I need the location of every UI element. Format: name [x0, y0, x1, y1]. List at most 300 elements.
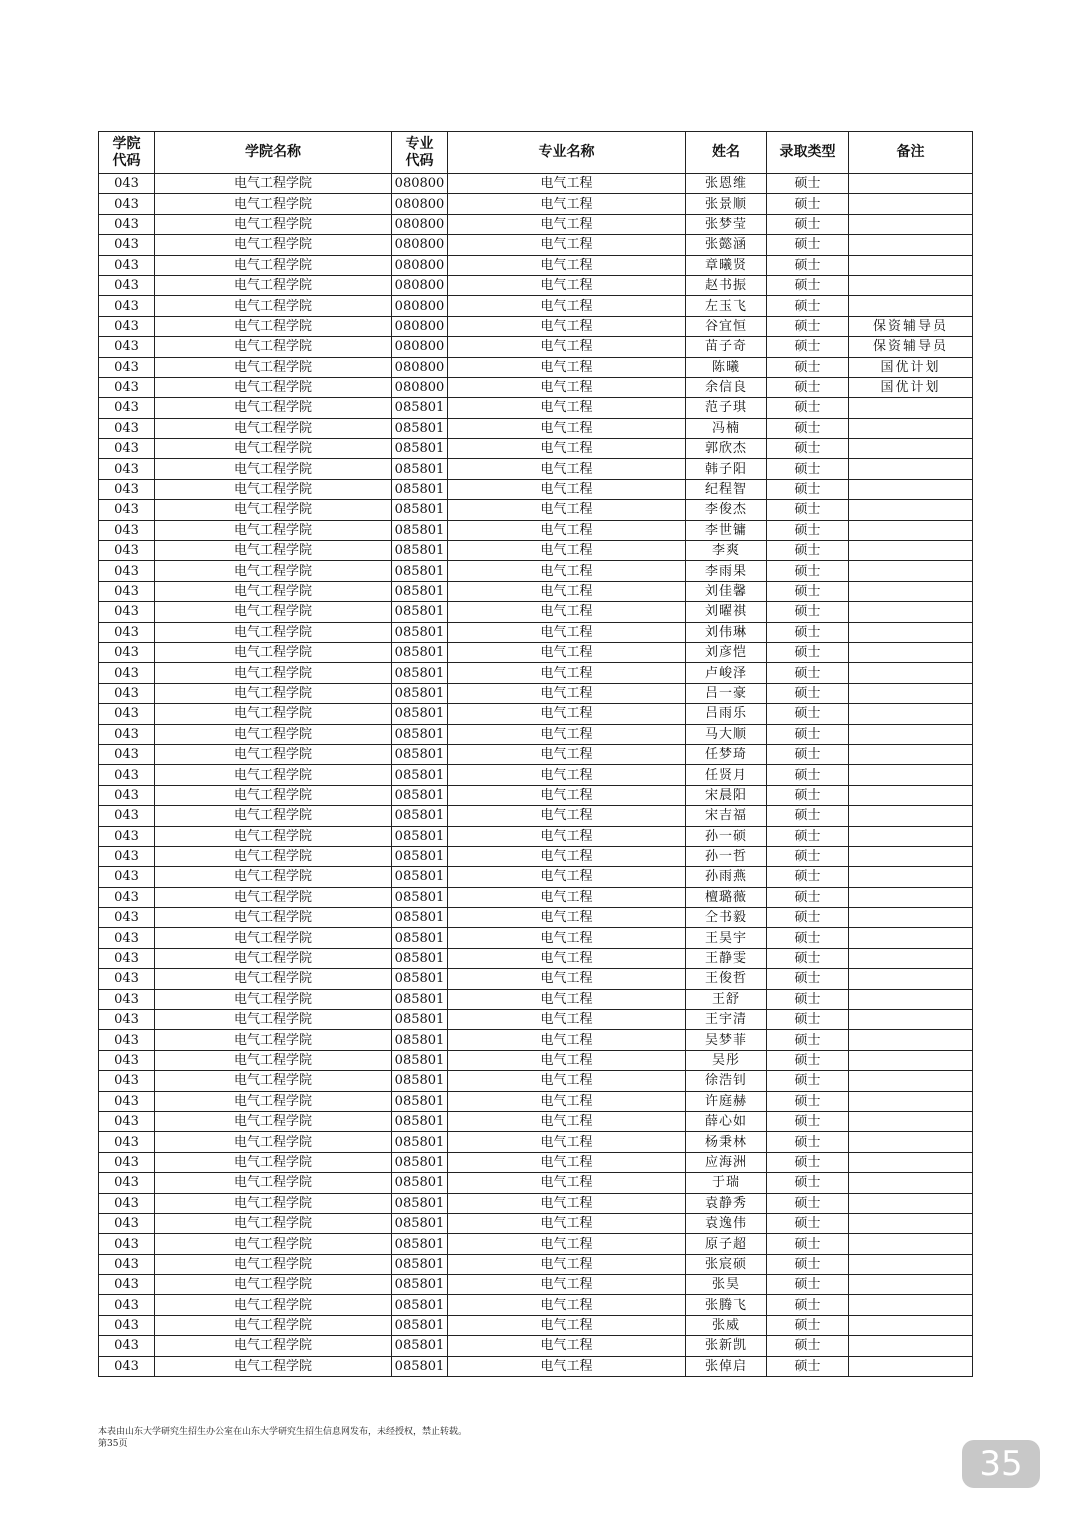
cell-college-name: 电气工程学院 [155, 296, 392, 316]
cell-major-name: 电气工程 [448, 1030, 686, 1050]
cell-admission-type: 硕士 [767, 1336, 849, 1356]
cell-college-name: 电气工程学院 [155, 704, 392, 724]
table-row [99, 602, 973, 622]
cell-name: 冯楠 [686, 418, 767, 438]
table-row [99, 1091, 973, 1111]
table-row [99, 255, 973, 275]
header-major-name: 专业名称 [448, 132, 686, 174]
cell-major-name: 电气工程 [448, 785, 686, 805]
table-body [99, 174, 973, 1377]
cell-college-code: 043 [99, 275, 155, 295]
cell-name: 李爽 [686, 541, 767, 561]
cell-college-name: 电气工程学院 [155, 928, 392, 948]
cell-admission-type: 硕士 [767, 1234, 849, 1254]
table-row [99, 948, 973, 968]
cell-name: 李俊杰 [686, 500, 767, 520]
table-row [99, 296, 973, 316]
cell-college-code: 043 [99, 1030, 155, 1050]
cell-note [849, 1111, 973, 1131]
cell-college-code: 043 [99, 663, 155, 683]
cell-major-code: 085801 [392, 1356, 448, 1376]
cell-college-code: 043 [99, 887, 155, 907]
cell-major-name: 电气工程 [448, 418, 686, 438]
cell-major-name: 电气工程 [448, 214, 686, 234]
cell-name: 张梦莹 [686, 214, 767, 234]
table-row [99, 235, 973, 255]
cell-note [849, 500, 973, 520]
cell-college-name: 电气工程学院 [155, 1213, 392, 1233]
cell-college-code: 043 [99, 806, 155, 826]
table-row [99, 744, 973, 764]
cell-college-code: 043 [99, 1010, 155, 1030]
cell-college-name: 电气工程学院 [155, 398, 392, 418]
cell-major-code: 085801 [392, 459, 448, 479]
cell-college-code: 043 [99, 704, 155, 724]
cell-admission-type: 硕士 [767, 194, 849, 214]
cell-note [849, 1336, 973, 1356]
cell-major-name: 电气工程 [448, 989, 686, 1009]
cell-name: 刘彦恺 [686, 642, 767, 662]
table-row [99, 418, 973, 438]
table-row [99, 1152, 973, 1172]
cell-major-name: 电气工程 [448, 255, 686, 275]
table-row [99, 826, 973, 846]
table-row [99, 1275, 973, 1295]
cell-major-code: 085801 [392, 1173, 448, 1193]
table-row [99, 642, 973, 662]
table-row [99, 785, 973, 805]
cell-admission-type: 硕士 [767, 683, 849, 703]
cell-admission-type: 硕士 [767, 520, 849, 540]
cell-major-code: 085801 [392, 602, 448, 622]
cell-note [849, 846, 973, 866]
cell-admission-type: 硕士 [767, 724, 849, 744]
cell-major-code: 085801 [392, 1152, 448, 1172]
cell-name: 张恩维 [686, 174, 767, 194]
cell-college-code: 043 [99, 908, 155, 928]
cell-name: 孙一硕 [686, 826, 767, 846]
cell-admission-type: 硕士 [767, 1132, 849, 1152]
cell-name: 余信良 [686, 377, 767, 397]
cell-college-code: 043 [99, 1315, 155, 1335]
cell-major-code: 085801 [392, 744, 448, 764]
cell-note [849, 479, 973, 499]
cell-admission-type: 硕士 [767, 704, 849, 724]
table-row [99, 663, 973, 683]
cell-name: 吕雨乐 [686, 704, 767, 724]
cell-college-code: 043 [99, 479, 155, 499]
cell-college-code: 043 [99, 744, 155, 764]
table-row [99, 174, 973, 194]
table-row [99, 316, 973, 336]
cell-admission-type: 硕士 [767, 602, 849, 622]
cell-note [849, 1010, 973, 1030]
cell-name: 李雨果 [686, 561, 767, 581]
cell-note [849, 174, 973, 194]
cell-admission-type: 硕士 [767, 418, 849, 438]
cell-major-code: 080800 [392, 357, 448, 377]
cell-admission-type: 硕士 [767, 846, 849, 866]
cell-name: 原子超 [686, 1234, 767, 1254]
cell-major-code: 085801 [392, 479, 448, 499]
cell-college-name: 电气工程学院 [155, 867, 392, 887]
cell-note [849, 622, 973, 642]
cell-note [849, 663, 973, 683]
cell-college-code: 043 [99, 826, 155, 846]
cell-admission-type: 硕士 [767, 785, 849, 805]
table-row [99, 194, 973, 214]
cell-admission-type: 硕士 [767, 989, 849, 1009]
table-row [99, 275, 973, 295]
cell-college-code: 043 [99, 1295, 155, 1315]
cell-college-code: 043 [99, 337, 155, 357]
cell-major-code: 085801 [392, 663, 448, 683]
cell-admission-type: 硕士 [767, 439, 849, 459]
cell-major-code: 085801 [392, 1336, 448, 1356]
cell-major-code: 085801 [392, 948, 448, 968]
cell-note [849, 826, 973, 846]
cell-note [849, 459, 973, 479]
cell-admission-type: 硕士 [767, 1071, 849, 1091]
cell-major-code: 080800 [392, 316, 448, 336]
cell-admission-type: 硕士 [767, 1254, 849, 1274]
cell-name: 刘伟琳 [686, 622, 767, 642]
cell-name: 张懿涵 [686, 235, 767, 255]
cell-major-name: 电气工程 [448, 1132, 686, 1152]
cell-college-code: 043 [99, 602, 155, 622]
header-admission-type: 录取类型 [767, 132, 849, 174]
cell-college-name: 电气工程学院 [155, 683, 392, 703]
cell-note [849, 704, 973, 724]
cell-major-name: 电气工程 [448, 1356, 686, 1376]
cell-major-name: 电气工程 [448, 479, 686, 499]
cell-name: 纪程智 [686, 479, 767, 499]
cell-admission-type: 硕士 [767, 235, 849, 255]
table-row [99, 1356, 973, 1376]
cell-name: 杨秉林 [686, 1132, 767, 1152]
cell-major-code: 085801 [392, 398, 448, 418]
footer-notice: 本表由山东大学研究生招生办公室在山东大学研究生招生信息网发布，未经授权，禁止转载。 [98, 1427, 468, 1437]
cell-note [849, 541, 973, 561]
cell-major-code: 080800 [392, 174, 448, 194]
cell-college-code: 043 [99, 316, 155, 336]
cell-name: 王静雯 [686, 948, 767, 968]
cell-major-name: 电气工程 [448, 969, 686, 989]
table-row [99, 1315, 973, 1335]
cell-note: 国优计划 [849, 357, 973, 377]
cell-major-name: 电气工程 [448, 1071, 686, 1091]
cell-college-code: 043 [99, 1071, 155, 1091]
cell-admission-type: 硕士 [767, 1111, 849, 1131]
cell-admission-type: 硕士 [767, 928, 849, 948]
cell-name: 薛心如 [686, 1111, 767, 1131]
cell-name: 李世镛 [686, 520, 767, 540]
table-row [99, 908, 973, 928]
cell-note [849, 255, 973, 275]
cell-major-code: 080800 [392, 296, 448, 316]
table-row [99, 1050, 973, 1070]
cell-major-code: 085801 [392, 439, 448, 459]
table-row [99, 581, 973, 601]
cell-major-code: 085801 [392, 969, 448, 989]
cell-major-code: 085801 [392, 683, 448, 703]
cell-college-name: 电气工程学院 [155, 1315, 392, 1335]
cell-admission-type: 硕士 [767, 642, 849, 662]
cell-major-code: 085801 [392, 1295, 448, 1315]
cell-college-name: 电气工程学院 [155, 541, 392, 561]
cell-major-name: 电气工程 [448, 275, 686, 295]
cell-name: 徐浩钊 [686, 1071, 767, 1091]
cell-major-name: 电气工程 [448, 704, 686, 724]
cell-major-name: 电气工程 [448, 867, 686, 887]
cell-major-code: 085801 [392, 724, 448, 744]
cell-note [849, 867, 973, 887]
cell-college-code: 043 [99, 1132, 155, 1152]
cell-college-name: 电气工程学院 [155, 887, 392, 907]
cell-major-code: 085801 [392, 1050, 448, 1070]
cell-note [849, 418, 973, 438]
cell-name: 卢峻泽 [686, 663, 767, 683]
cell-note [849, 1295, 973, 1315]
cell-college-name: 电气工程学院 [155, 1275, 392, 1295]
cell-major-name: 电气工程 [448, 663, 686, 683]
cell-college-name: 电气工程学院 [155, 194, 392, 214]
cell-admission-type: 硕士 [767, 1173, 849, 1193]
cell-note [849, 439, 973, 459]
table-row [99, 724, 973, 744]
cell-major-name: 电气工程 [448, 520, 686, 540]
cell-major-code: 085801 [392, 418, 448, 438]
table-row [99, 846, 973, 866]
cell-college-code: 043 [99, 1213, 155, 1233]
cell-admission-type: 硕士 [767, 316, 849, 336]
cell-major-code: 085801 [392, 1275, 448, 1295]
cell-major-code: 085801 [392, 1091, 448, 1111]
table-row [99, 1132, 973, 1152]
cell-college-name: 电气工程学院 [155, 948, 392, 968]
cell-major-code: 085801 [392, 1234, 448, 1254]
cell-college-code: 043 [99, 683, 155, 703]
cell-major-name: 电气工程 [448, 1152, 686, 1172]
cell-college-code: 043 [99, 174, 155, 194]
cell-college-name: 电气工程学院 [155, 1111, 392, 1131]
cell-college-name: 电气工程学院 [155, 642, 392, 662]
cell-admission-type: 硕士 [767, 806, 849, 826]
cell-major-code: 085801 [392, 826, 448, 846]
table-row [99, 1173, 973, 1193]
cell-college-name: 电气工程学院 [155, 1295, 392, 1315]
page-footer [98, 1426, 467, 1450]
cell-note [849, 1071, 973, 1091]
cell-major-name: 电气工程 [448, 765, 686, 785]
cell-name: 孙雨燕 [686, 867, 767, 887]
cell-note [849, 1132, 973, 1152]
cell-college-name: 电气工程学院 [155, 663, 392, 683]
table-row [99, 969, 973, 989]
cell-college-name: 电气工程学院 [155, 357, 392, 377]
table-row [99, 1234, 973, 1254]
cell-note [849, 1173, 973, 1193]
cell-name: 袁逸伟 [686, 1213, 767, 1233]
table-row [99, 1193, 973, 1213]
cell-college-name: 电气工程学院 [155, 520, 392, 540]
admission-table [98, 131, 973, 1377]
cell-major-name: 电气工程 [448, 1010, 686, 1030]
cell-major-name: 电气工程 [448, 928, 686, 948]
cell-name: 仝书毅 [686, 908, 767, 928]
cell-admission-type: 硕士 [767, 1213, 849, 1233]
cell-college-code: 043 [99, 500, 155, 520]
cell-college-name: 电气工程学院 [155, 826, 392, 846]
cell-college-code: 043 [99, 214, 155, 234]
cell-college-code: 043 [99, 1050, 155, 1070]
header-name: 姓名 [686, 132, 767, 174]
cell-name: 郭欣杰 [686, 439, 767, 459]
cell-college-name: 电气工程学院 [155, 1152, 392, 1172]
cell-name: 宋吉福 [686, 806, 767, 826]
cell-name: 张腾飞 [686, 1295, 767, 1315]
table-row [99, 989, 973, 1009]
cell-major-code: 085801 [392, 989, 448, 1009]
cell-college-code: 043 [99, 928, 155, 948]
cell-college-name: 电气工程学院 [155, 806, 392, 826]
cell-major-code: 085801 [392, 908, 448, 928]
cell-name: 张威 [686, 1315, 767, 1335]
table-row [99, 622, 973, 642]
cell-major-name: 电气工程 [448, 642, 686, 662]
header-note: 备注 [849, 132, 973, 174]
cell-note [849, 1234, 973, 1254]
cell-name: 谷宜恒 [686, 316, 767, 336]
cell-admission-type: 硕士 [767, 663, 849, 683]
cell-note [849, 1315, 973, 1335]
cell-note [849, 744, 973, 764]
cell-college-name: 电气工程学院 [155, 459, 392, 479]
footer-page-label: 第35页 [98, 1439, 128, 1449]
table-row [99, 214, 973, 234]
cell-note [849, 1213, 973, 1233]
cell-admission-type: 硕士 [767, 1275, 849, 1295]
cell-college-name: 电气工程学院 [155, 255, 392, 275]
cell-college-code: 043 [99, 1152, 155, 1172]
cell-major-code: 085801 [392, 622, 448, 642]
table-row [99, 683, 973, 703]
cell-college-code: 043 [99, 969, 155, 989]
cell-college-name: 电气工程学院 [155, 785, 392, 805]
cell-college-name: 电气工程学院 [155, 1356, 392, 1376]
cell-college-code: 043 [99, 561, 155, 581]
cell-note [849, 1050, 973, 1070]
table-row [99, 765, 973, 785]
cell-name: 王昊宇 [686, 928, 767, 948]
cell-note [849, 602, 973, 622]
cell-major-code: 085801 [392, 785, 448, 805]
cell-college-name: 电气工程学院 [155, 908, 392, 928]
table-row [99, 928, 973, 948]
table-row [99, 1336, 973, 1356]
cell-name: 檀璐薇 [686, 887, 767, 907]
cell-college-code: 043 [99, 1173, 155, 1193]
cell-admission-type: 硕士 [767, 296, 849, 316]
cell-admission-type: 硕士 [767, 826, 849, 846]
cell-college-code: 043 [99, 439, 155, 459]
cell-admission-type: 硕士 [767, 275, 849, 295]
cell-note [849, 724, 973, 744]
cell-major-name: 电气工程 [448, 194, 686, 214]
cell-note [849, 806, 973, 826]
cell-name: 张倬启 [686, 1356, 767, 1376]
cell-major-code: 085801 [392, 1254, 448, 1274]
cell-major-code: 080800 [392, 377, 448, 397]
cell-note: 国优计划 [849, 377, 973, 397]
cell-major-code: 080800 [392, 214, 448, 234]
cell-admission-type: 硕士 [767, 948, 849, 968]
cell-major-code: 085801 [392, 1213, 448, 1233]
cell-name: 赵书振 [686, 275, 767, 295]
header-college-name: 学院名称 [155, 132, 392, 174]
cell-admission-type: 硕士 [767, 1315, 849, 1335]
cell-major-name: 电气工程 [448, 806, 686, 826]
cell-name: 王宇清 [686, 1010, 767, 1030]
cell-admission-type: 硕士 [767, 1030, 849, 1050]
cell-admission-type: 硕士 [767, 867, 849, 887]
cell-note [849, 214, 973, 234]
cell-college-name: 电气工程学院 [155, 744, 392, 764]
cell-major-name: 电气工程 [448, 908, 686, 928]
cell-major-code: 085801 [392, 1193, 448, 1213]
cell-note [849, 561, 973, 581]
cell-college-code: 043 [99, 1254, 155, 1274]
cell-note [849, 1275, 973, 1295]
cell-college-code: 043 [99, 1356, 155, 1376]
cell-note [849, 928, 973, 948]
cell-college-code: 043 [99, 255, 155, 275]
cell-name: 许庭赫 [686, 1091, 767, 1111]
cell-admission-type: 硕士 [767, 1356, 849, 1376]
cell-college-code: 043 [99, 948, 155, 968]
cell-college-name: 电气工程学院 [155, 275, 392, 295]
cell-college-name: 电气工程学院 [155, 622, 392, 642]
cell-major-name: 电气工程 [448, 1315, 686, 1335]
cell-note [849, 1030, 973, 1050]
cell-name: 刘曜祺 [686, 602, 767, 622]
cell-major-name: 电气工程 [448, 235, 686, 255]
cell-college-code: 043 [99, 867, 155, 887]
cell-major-name: 电气工程 [448, 1193, 686, 1213]
cell-college-name: 电气工程学院 [155, 846, 392, 866]
cell-college-code: 043 [99, 541, 155, 561]
cell-major-code: 080800 [392, 255, 448, 275]
cell-college-name: 电气工程学院 [155, 377, 392, 397]
cell-major-code: 080800 [392, 194, 448, 214]
cell-college-name: 电气工程学院 [155, 1010, 392, 1030]
cell-note [849, 1152, 973, 1172]
cell-admission-type: 硕士 [767, 255, 849, 275]
page-number-badge: 35 [962, 1440, 1040, 1488]
cell-major-code: 085801 [392, 1010, 448, 1030]
table-row [99, 377, 973, 397]
cell-major-name: 电气工程 [448, 439, 686, 459]
cell-major-name: 电气工程 [448, 1254, 686, 1274]
cell-note [849, 235, 973, 255]
cell-major-name: 电气工程 [448, 174, 686, 194]
cell-note [849, 194, 973, 214]
cell-college-name: 电气工程学院 [155, 479, 392, 499]
table-row [99, 1254, 973, 1274]
cell-college-name: 电气工程学院 [155, 765, 392, 785]
cell-note [849, 275, 973, 295]
cell-major-code: 080800 [392, 235, 448, 255]
